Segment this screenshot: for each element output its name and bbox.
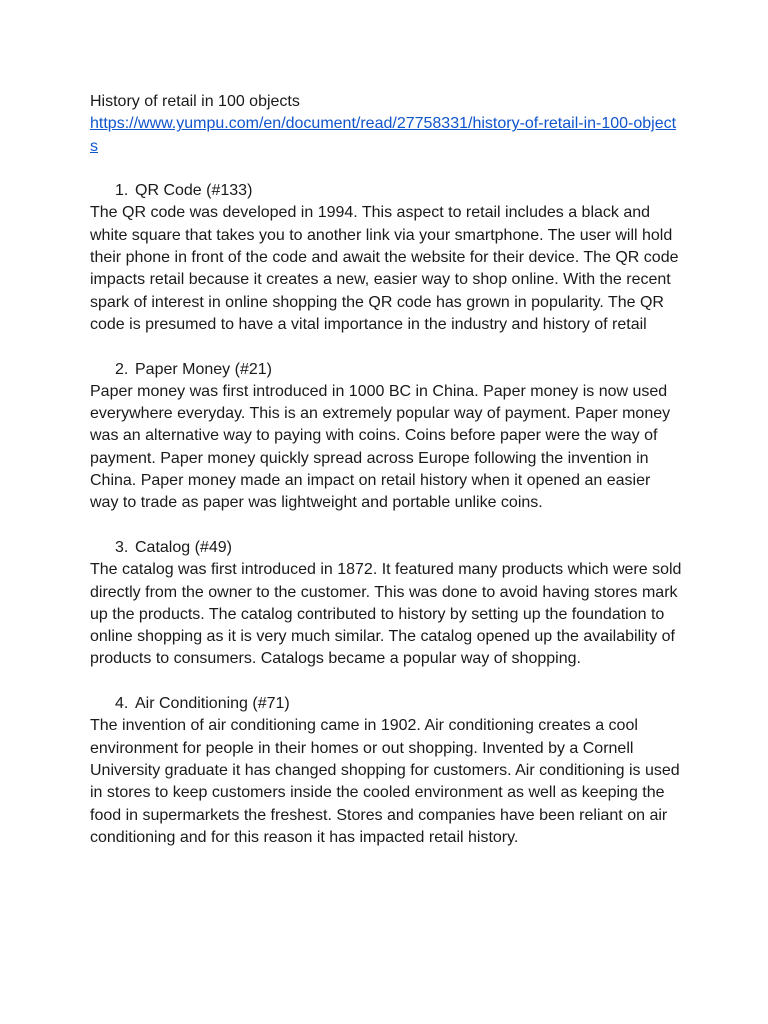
item-number: 4. <box>115 695 129 713</box>
item-heading <box>90 693 682 715</box>
list-item <box>90 359 682 515</box>
item-heading-text: QR Code (#133) <box>135 182 253 200</box>
item-number: 3. <box>115 538 129 556</box>
item-number: 1. <box>115 182 129 200</box>
item-heading-text: Catalog (#49) <box>135 538 232 556</box>
list-item <box>90 693 682 849</box>
list-item <box>90 180 682 336</box>
item-heading <box>90 180 682 202</box>
list-item <box>90 537 682 671</box>
item-number: 2. <box>115 360 129 378</box>
item-heading-text: Air Conditioning (#71) <box>135 695 290 713</box>
item-heading <box>90 537 682 559</box>
document-page <box>90 91 682 849</box>
item-heading <box>90 359 682 381</box>
document-title: History of retail in 100 objects <box>90 93 300 110</box>
item-heading-text: Paper Money (#21) <box>135 360 272 378</box>
item-paragraph: The QR code was developed in 1994. This aspect to retail includes a black and white square that takes you to another link via your smartphone. The user will hold their phone in front of the code and await the website for their device. The QR code impacts retail because it creates a new, easier way to shop online. With the recent spark of interest in online shopping the QR code has grown in popularity. The QR code is presumed to have a vital importance in the industry and history of retail <box>90 204 679 333</box>
item-paragraph: Paper money was first introduced in 1000 BC in China. Paper money is now used everywhere everyday. This is an extremely popular way of payment. Paper money was an alternative way to paying with coins. Coins before paper were the way of payment. Paper money quickly spread across Europe following the invention in China. Paper money made an impact on retail history when it opened an easier way to trade as paper was lightweight and portable unlike coins. <box>90 382 671 512</box>
item-paragraph: The catalog was first introduced in 1872. It featured many products which were sold directly from the owner to the customer. This was done to avoid having stores mark up the products. The catalog contributed to history by setting up the foundation to online shopping as it is very much similar. The catalog opened up the availability of products to consumers. Catalogs became a popular way of shopping. <box>90 561 682 668</box>
source-link[interactable]: https://www.yumpu.com/en/document/read/27758331/history-of-retail-in-100-objects <box>90 115 677 155</box>
item-paragraph: The invention of air conditioning came in 1902. Air conditioning creates a cool environment for people in their homes or out shopping. Invented by a Cornell University graduate it has changed shopping for customers. Air conditioning is used in stores to keep customers inside the cooled environment as well as keeping the food in supermarkets the freshest. Stores and companies have been reliant on air conditioning and for this reason it has impacted retail history. <box>90 717 680 846</box>
